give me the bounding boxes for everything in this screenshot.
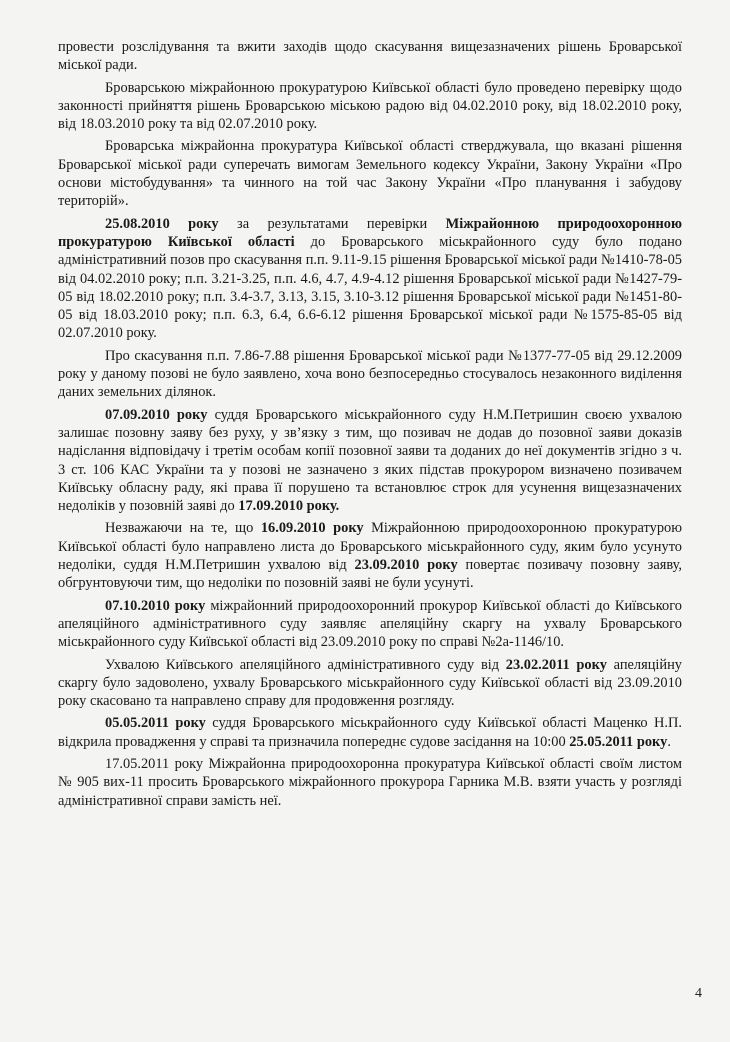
document-body: [58, 38, 682, 810]
bold-text-run: 07.10.2010 року: [105, 597, 206, 614]
bold-text-run: 25.05.2011 року: [569, 733, 668, 750]
text-run: Ухвалою Київського апеляційного адміністративного суду від: [105, 656, 506, 673]
page-number: 4: [695, 986, 702, 1001]
text-run: Про скасування п.п. 7.86-7.88 рішення Броварської міської ради №1377-77-05 від 29.12.2009 року у даному позові не було заявлено, хоча воно безпосередньо стосувалось незаконного виділення даних земельних ділянок.: [58, 347, 682, 401]
text-run: до Броварського міськрайонного суду було подано адміністративний позов про скасування п.п. 9.11-9.15 рішення Броварської міської ради №1410-78-05 від 04.02.2010 року; п.п. 3.21-3.25, п.п. 4.6, 4.7, 4.9-4.12 рішення Броварської міської ради №1427-79-05 від 18.02.2010 року; п.п. 3.4-3.7, 3.13, 3.15, 3.10-3.12 рішення Броварської міської ради №1451-80-05 від 18.03.2010 року; п.п. 6.3, 6.4, 6.6-6.12 рішення Броварської міської ради №1575-85-05 від 02.07.2010 року.: [58, 233, 682, 342]
paragraph: [58, 137, 682, 210]
paragraph: [58, 519, 682, 592]
text-run: 17.05.2011 року Міжрайонна природоохоронна прокуратура Київської області своїм листом № 905 вих-11 просить Броварського міжрайонного прокурора Гарника М.В. взяти участь у розгляді адміністративної справи замість неї.: [58, 755, 682, 809]
text-run: суддя Броварського міськрайонного суду Київської області Маценко Н.П. відкрила провадження у справі та призначила попереднє судове засідання на 10:00: [58, 715, 682, 750]
bold-text-run: Міжрайонною природоохоронною прокуратурою Київської області: [58, 215, 682, 250]
paragraph: [58, 79, 682, 134]
text-run: Броварською міжрайонною прокуратурою Київської області було проведено перевірку щодо законності прийняття рішень Броварською міською радою від 04.02.2010 року, від 18.02.2010 року, від 18.03.2010 року та від 02.07.2010 року.: [58, 79, 682, 133]
bold-text-run: 05.05.2011 року: [105, 715, 206, 732]
text-run: Незважаючи на те, що: [105, 520, 261, 537]
paragraph: [58, 755, 682, 810]
bold-text-run: 17.09.2010 року.: [238, 498, 340, 515]
text-run: міжрайонний природоохоронний прокурор Київської області до Київського апеляційного адміністративного суду заявляє апеляційну скаргу на ухвалу Броварського міськрайонного суду Київської області від 23.09.2010 року по справі №2а-1146/10.: [58, 597, 682, 651]
text-run: апеляційну скаргу було задоволено, ухвалу Броварського міськрайонного суду Київської області від 23.09.2010 року скасовано та направлено справу для продовження розгляду.: [58, 656, 683, 710]
text-run: .: [667, 733, 671, 750]
bold-text-run: 07.09.2010 року: [105, 406, 208, 423]
paragraph: [58, 406, 682, 516]
text-run: Міжрайонною природоохоронною прокуратурою Київської області було направлено листа до Броварського міськрайонного суду, яким було усунуто недоліки, суддя Н.М.Петришин ухвалою від: [58, 520, 682, 574]
text-run: суддя Броварського міськрайонного суду Н.М.Петришин своєю ухвалою залишає позовну заяву без руху, у зв’язку з тим, що позивач не додав до позовної заяви доказів надіслання відповідачу і третім особам копії позовної заяви та доданих до неї документів згідно з ч. 3 ст. 106 КАС України та у позові не зазначено з яких підстав прокурором визначено позивачем Київську обласну раду, які права її порушено та встановлює строк для усунення вищезазначених недоліків у позовній заяві до: [58, 406, 682, 515]
paragraph: [58, 597, 682, 652]
bold-text-run: 23.02.2011 року: [505, 656, 607, 673]
paragraph: [58, 714, 682, 751]
text-run: повертає позивачу позовну заяву, обгрунтовуючи тим, що недоліки по позовній заяві не були усунуті.: [58, 557, 682, 592]
paragraph: [58, 215, 682, 343]
text-run: провести розслідування та вжити заходів щодо скасування вищезазначених рішень Броварської міської ради.: [58, 39, 682, 74]
paragraph: [58, 347, 682, 402]
paragraph: [58, 38, 682, 75]
bold-text-run: 23.09.2010 року: [354, 557, 458, 574]
text-run: за результатами перевірки: [218, 215, 446, 232]
bold-text-run: 16.09.2010 року: [260, 520, 364, 537]
text-run: Броварська міжрайонна прокуратура Київської області стверджувала, що вказані рішення Броварської міської ради суперечать вимогам Земельного кодексу України, Закону України «Про основи містобудування» та чинного на той час Закону України «Про планування і забудову територій».: [58, 138, 682, 210]
bold-text-run: 25.08.2010 року: [105, 215, 219, 232]
paragraph: [58, 656, 682, 711]
